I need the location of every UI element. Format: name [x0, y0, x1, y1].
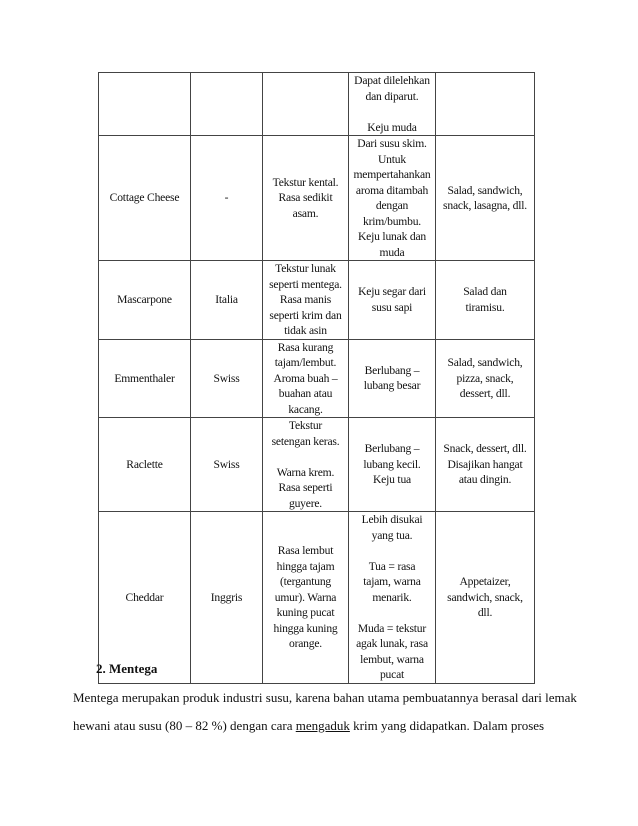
cell-line: dessert, dll. — [459, 387, 511, 400]
underlined-word: mengaduk — [295, 718, 350, 733]
cell-line: Swiss — [213, 371, 240, 385]
cell-description — [349, 261, 436, 340]
cell-texture-taste — [263, 261, 349, 340]
cell-texture-taste — [263, 73, 349, 136]
cell-texture-taste — [263, 136, 349, 261]
cell-line: dll. — [477, 606, 493, 619]
cell-name — [99, 512, 191, 684]
cell-line: Tekstur kental. — [272, 175, 339, 189]
cell-line: aroma ditambah — [355, 183, 429, 197]
cell-line: asam. — [292, 206, 319, 220]
cell-line: lubang besar — [363, 379, 421, 393]
cell-line: lembut, warna — [360, 652, 424, 666]
cell-line: Cheddar — [125, 590, 164, 604]
cell-line: Keju segar dari — [358, 285, 426, 299]
cell-line: muda — [379, 245, 405, 259]
cell-line: kuning pucat — [276, 606, 335, 619]
cell-line: Tua = rasa — [368, 559, 416, 573]
cell-line: Keju muda — [367, 120, 417, 134]
cell-line: Keju tua — [373, 473, 411, 487]
cell-line: - — [224, 191, 229, 205]
cell-usage — [436, 261, 535, 340]
paragraph-line-2-start: hewani atau susu (80 – 82 %) dengan cara — [73, 718, 296, 733]
cell-line: Raclette — [126, 457, 163, 471]
table-row — [99, 418, 535, 512]
cell-line: Dapat dilelehkan — [354, 74, 430, 87]
cheese-table — [98, 72, 535, 684]
cell-origin — [191, 339, 263, 418]
cell-line: buahan atau — [278, 387, 333, 400]
cell-line: umur). Warna — [274, 590, 337, 604]
cell-description — [349, 339, 436, 418]
cell-line: pucat — [379, 668, 405, 681]
cell-line: (tergantung — [279, 575, 332, 588]
cell-name — [99, 261, 191, 340]
cell-line: seperti krim dan — [269, 308, 342, 322]
cell-line — [351, 104, 433, 120]
cell-name — [99, 136, 191, 261]
cell-line: menarik. — [372, 590, 412, 604]
cell-line: dan diparut. — [365, 89, 419, 103]
cell-line: tiramisu. — [465, 300, 505, 314]
cell-description — [349, 73, 436, 136]
cell-line: dengan — [375, 199, 409, 212]
cell-line: sandwich, snack, — [447, 590, 523, 604]
cell-line — [351, 605, 433, 621]
table-row — [99, 136, 535, 261]
cell-line: Muda = tekstur — [357, 621, 427, 635]
cell-line: Italia — [215, 293, 238, 306]
cell-line: kacang. — [288, 402, 323, 416]
cell-line: Tekstur lunak — [275, 262, 336, 275]
table-row — [99, 261, 535, 340]
cell-line: pizza, snack, — [456, 371, 514, 385]
cell-line: Inggris — [210, 590, 243, 604]
table-row — [99, 339, 535, 418]
paragraph-line-2-end: krim yang didapatkan. Dalam proses — [349, 718, 545, 733]
cell-line: seperti mentega. — [269, 277, 342, 291]
cell-line: Salad, sandwich, — [447, 356, 523, 369]
cell-line: Rasa manis — [279, 293, 332, 306]
cell-usage — [436, 136, 535, 261]
cell-origin — [191, 512, 263, 684]
section-heading: 2. Mentega — [96, 661, 158, 676]
cell-line: Berlubang – — [364, 363, 420, 377]
section-paragraph — [73, 684, 577, 740]
cell-line — [351, 543, 433, 559]
cell-line: Rasa lembut — [277, 544, 334, 557]
cell-line: Dari susu skim. — [357, 137, 427, 150]
cell-line: Mascarpone — [117, 293, 172, 306]
cell-origin — [191, 261, 263, 340]
cell-origin — [191, 418, 263, 512]
cell-line: Aroma buah – — [273, 371, 338, 385]
cell-name — [99, 73, 191, 136]
table-row — [99, 73, 535, 136]
cell-line: Swiss — [213, 457, 240, 471]
cell-usage — [436, 418, 535, 512]
cell-line: Cottage Cheese — [109, 191, 180, 205]
cell-line: setengan keras. — [271, 434, 340, 448]
cell-line: orange. — [288, 637, 323, 650]
cell-origin — [191, 73, 263, 136]
cell-line: snack, lasagna, dll. — [443, 199, 527, 212]
paragraph-line-1: Mentega merupakan produk industri susu, karena bahan utama pembuatannya berasal dari lemak — [73, 690, 577, 705]
cell-line: agak lunak, rasa — [356, 637, 428, 650]
table-row — [99, 512, 535, 684]
cell-usage — [436, 339, 535, 418]
cell-line: Rasa seperti — [278, 481, 333, 494]
cheese-table-body — [99, 73, 535, 684]
cell-line: atau dingin. — [458, 473, 512, 487]
cell-line: Tekstur — [288, 419, 323, 432]
paragraph-line-2 — [73, 712, 545, 740]
cell-line: Salad, sandwich, — [447, 183, 523, 197]
cell-line: tidak asin — [284, 324, 327, 337]
cell-line: krim/bumbu. — [362, 214, 422, 228]
cell-origin — [191, 136, 263, 261]
cell-name — [99, 418, 191, 512]
cell-texture-taste — [263, 512, 349, 684]
cell-line: Warna krem. — [276, 465, 335, 479]
cell-name — [99, 339, 191, 418]
cell-line: lubang kecil. — [363, 457, 421, 471]
cell-line: mempertahankan — [353, 168, 431, 181]
cell-line: guyere. — [288, 496, 323, 510]
cell-line: Emmenthaler — [114, 371, 175, 385]
cell-texture-taste — [263, 339, 349, 418]
cell-description — [349, 512, 436, 684]
cell-line: Appetaizer, — [459, 575, 511, 588]
cell-usage — [436, 512, 535, 684]
cell-line: Rasa kurang — [277, 340, 334, 354]
cell-line: Berlubang – — [364, 442, 420, 456]
cell-line: Keju lunak dan — [357, 230, 427, 243]
cell-line: Untuk — [378, 152, 406, 166]
cell-usage — [436, 73, 535, 136]
cell-texture-taste — [263, 418, 349, 512]
cell-line: Disajikan hangat — [447, 457, 523, 471]
cell-line: Lebih disukai — [361, 513, 423, 526]
cell-description — [349, 136, 436, 261]
cell-line — [265, 449, 346, 465]
cell-line: Salad dan — [463, 285, 507, 299]
cell-line: susu sapi — [371, 300, 413, 314]
cell-line: yang tua. — [371, 528, 413, 542]
cell-line: tajam, warna — [363, 575, 421, 588]
cell-line: Snack, dessert, dll. — [443, 442, 527, 456]
cell-description — [349, 418, 436, 512]
cell-line: Rasa sedikit — [278, 191, 333, 205]
cell-line: hingga tajam — [276, 559, 335, 573]
cell-line: hingga kuning — [273, 621, 338, 635]
cell-line: tajam/lembut. — [274, 356, 337, 369]
